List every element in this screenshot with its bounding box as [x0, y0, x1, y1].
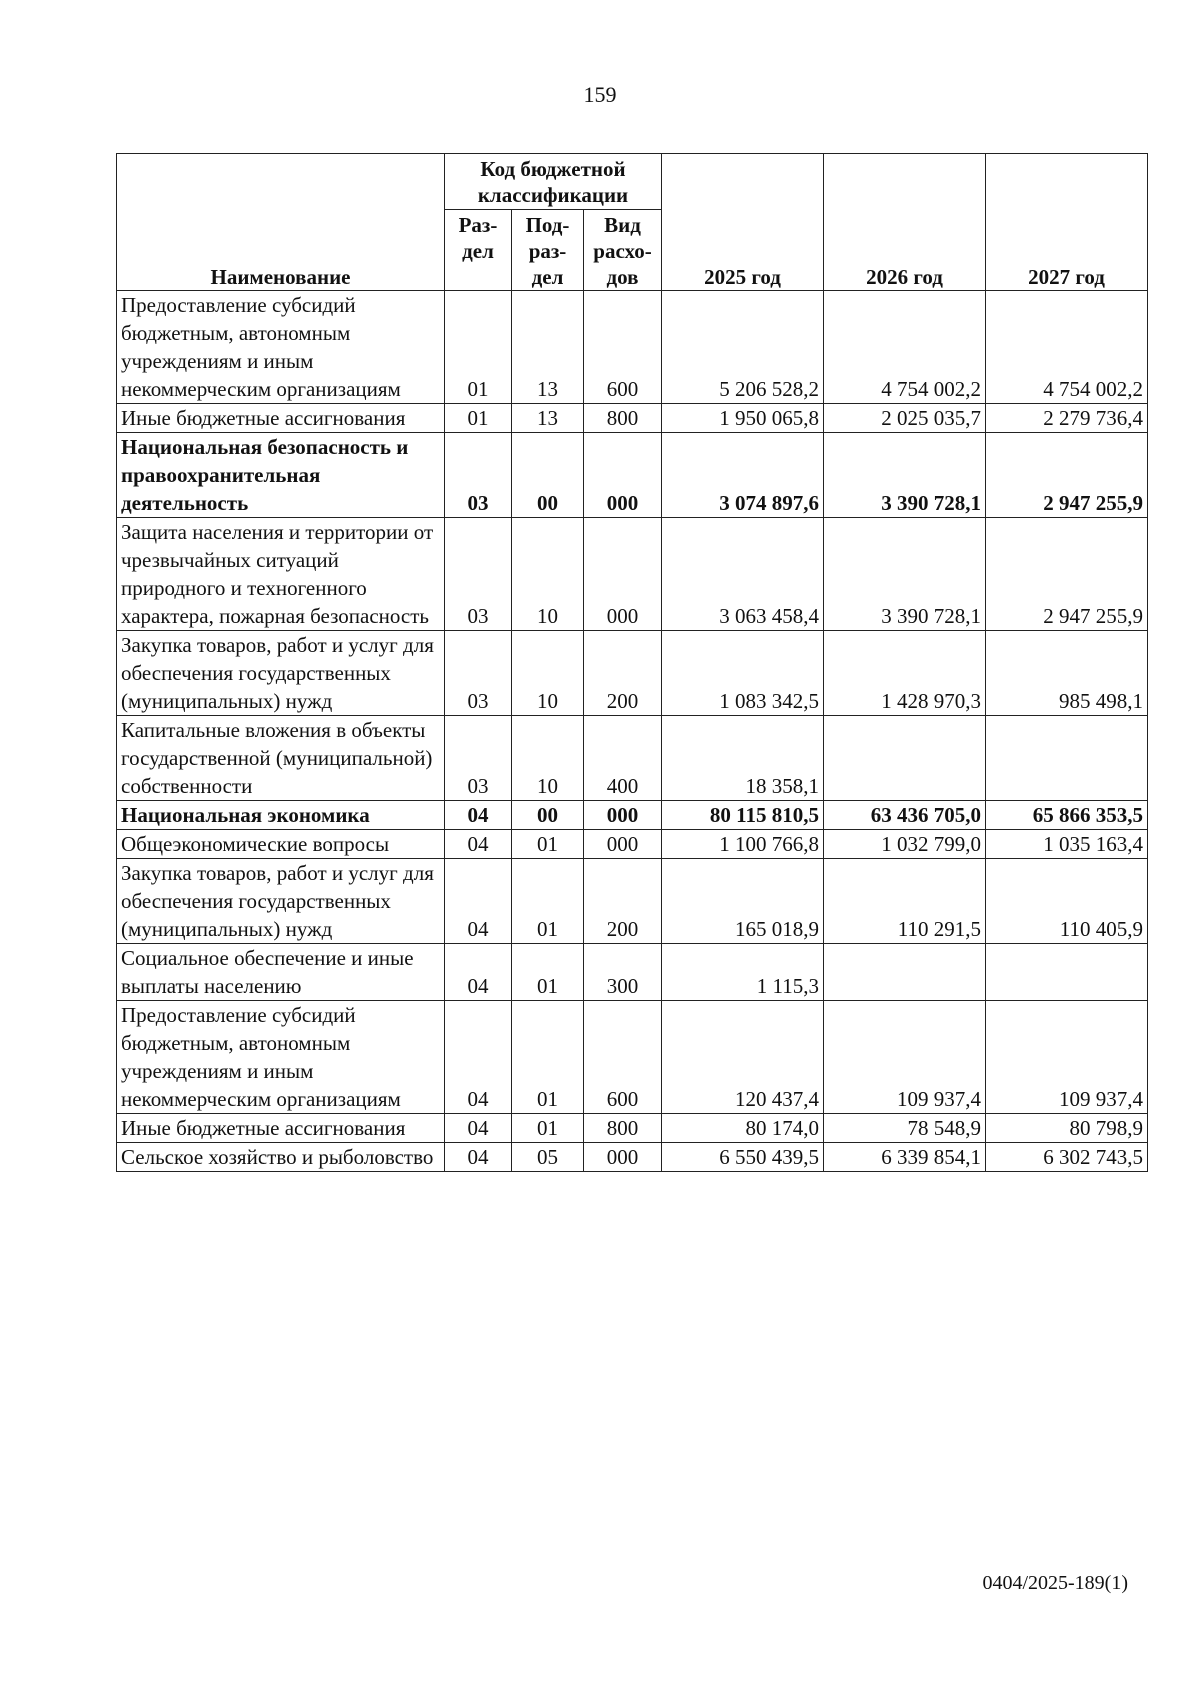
row-value-2025: 1 115,3 [662, 944, 824, 1001]
row-vid: 000 [584, 1143, 662, 1172]
header-podrazdel: Под-раз-дел [512, 210, 584, 291]
row-value-2026: 2 025 035,7 [824, 404, 986, 433]
table-row [117, 716, 1148, 801]
table-row [117, 291, 1148, 404]
header-2025: 2025 год [662, 154, 824, 291]
row-razdel: 03 [445, 716, 512, 801]
row-value-2027: 110 405,9 [986, 859, 1148, 944]
row-value-2025: 18 358,1 [662, 716, 824, 801]
row-podrazdel: 10 [512, 631, 584, 716]
row-value-2025: 120 437,4 [662, 1001, 824, 1114]
row-value-2026: 4 754 002,2 [824, 291, 986, 404]
table-row [117, 801, 1148, 830]
row-value-2027: 985 498,1 [986, 631, 1148, 716]
row-name: Иные бюджетные ассигнования [117, 1114, 445, 1143]
row-value-2025: 6 550 439,5 [662, 1143, 824, 1172]
row-podrazdel: 00 [512, 801, 584, 830]
row-razdel: 01 [445, 291, 512, 404]
row-razdel: 04 [445, 830, 512, 859]
row-vid: 200 [584, 859, 662, 944]
row-vid: 200 [584, 631, 662, 716]
row-vid: 800 [584, 404, 662, 433]
row-value-2026 [824, 716, 986, 801]
table-row [117, 433, 1148, 518]
row-razdel: 03 [445, 433, 512, 518]
table-row [117, 859, 1148, 944]
row-value-2025: 3 063 458,4 [662, 518, 824, 631]
row-podrazdel: 05 [512, 1143, 584, 1172]
row-value-2027: 1 035 163,4 [986, 830, 1148, 859]
table-row [117, 830, 1148, 859]
row-value-2026: 1 428 970,3 [824, 631, 986, 716]
row-value-2025: 165 018,9 [662, 859, 824, 944]
row-razdel: 04 [445, 944, 512, 1001]
row-vid: 000 [584, 433, 662, 518]
row-podrazdel: 01 [512, 859, 584, 944]
row-name: Предоставление субсидий бюджетным, автономным учреждениям и иным некоммерческим организациям [117, 1001, 445, 1114]
row-value-2027: 2 279 736,4 [986, 404, 1148, 433]
row-podrazdel: 13 [512, 291, 584, 404]
row-value-2026: 63 436 705,0 [824, 801, 986, 830]
table-row [117, 631, 1148, 716]
row-name: Общеэкономические вопросы [117, 830, 445, 859]
document-code: 0404/2025-189(1) [982, 1572, 1128, 1594]
row-razdel: 04 [445, 1114, 512, 1143]
row-value-2027: 4 754 002,2 [986, 291, 1148, 404]
row-value-2026: 109 937,4 [824, 1001, 986, 1114]
row-value-2027 [986, 944, 1148, 1001]
row-value-2026: 1 032 799,0 [824, 830, 986, 859]
header-vid: Вид расхо-дов [584, 210, 662, 291]
row-name: Капитальные вложения в объекты государственной (муниципальной) собственности [117, 716, 445, 801]
row-podrazdel: 01 [512, 830, 584, 859]
row-value-2027: 109 937,4 [986, 1001, 1148, 1114]
row-value-2027: 2 947 255,9 [986, 433, 1148, 518]
table-row [117, 404, 1148, 433]
table-header [117, 154, 1148, 291]
header-code-group: Код бюджетной классификации [445, 154, 662, 210]
row-name: Национальная безопасность и правоохранительная деятельность [117, 433, 445, 518]
row-razdel: 04 [445, 801, 512, 830]
row-value-2025: 1 100 766,8 [662, 830, 824, 859]
row-razdel: 04 [445, 1001, 512, 1114]
row-value-2027: 65 866 353,5 [986, 801, 1148, 830]
row-podrazdel: 00 [512, 433, 584, 518]
row-name: Сельское хозяйство и рыболовство [117, 1143, 445, 1172]
row-value-2026: 110 291,5 [824, 859, 986, 944]
table-row [117, 518, 1148, 631]
row-name: Социальное обеспечение и иные выплаты населению [117, 944, 445, 1001]
page-number: 159 [583, 82, 617, 107]
row-podrazdel: 01 [512, 1114, 584, 1143]
header-2027: 2027 год [986, 154, 1148, 291]
row-podrazdel: 01 [512, 944, 584, 1001]
row-name: Закупка товаров, работ и услуг для обеспечения государственных (муниципальных) нужд [117, 631, 445, 716]
row-podrazdel: 10 [512, 518, 584, 631]
row-name: Национальная экономика [117, 801, 445, 830]
row-vid: 600 [584, 1001, 662, 1114]
row-value-2025: 80 174,0 [662, 1114, 824, 1143]
row-value-2027: 2 947 255,9 [986, 518, 1148, 631]
row-vid: 600 [584, 291, 662, 404]
row-vid: 000 [584, 518, 662, 631]
table-row [117, 1114, 1148, 1143]
row-name: Иные бюджетные ассигнования [117, 404, 445, 433]
row-value-2027 [986, 716, 1148, 801]
row-podrazdel: 13 [512, 404, 584, 433]
row-razdel: 03 [445, 518, 512, 631]
table-row [117, 944, 1148, 1001]
row-value-2026: 3 390 728,1 [824, 433, 986, 518]
row-vid: 000 [584, 801, 662, 830]
header-2026: 2026 год [824, 154, 986, 291]
row-value-2025: 1 083 342,5 [662, 631, 824, 716]
row-razdel: 03 [445, 631, 512, 716]
budget-table [116, 153, 1148, 1172]
header-razdel: Раз-дел [445, 210, 512, 291]
row-name: Предоставление субсидий бюджетным, автономным учреждениям и иным некоммерческим организациям [117, 291, 445, 404]
row-razdel: 04 [445, 859, 512, 944]
row-name: Закупка товаров, работ и услуг для обеспечения государственных (муниципальных) нужд [117, 859, 445, 944]
row-podrazdel: 01 [512, 1001, 584, 1114]
row-value-2027: 80 798,9 [986, 1114, 1148, 1143]
row-value-2025: 5 206 528,2 [662, 291, 824, 404]
row-value-2026: 3 390 728,1 [824, 518, 986, 631]
row-vid: 300 [584, 944, 662, 1001]
row-value-2025: 1 950 065,8 [662, 404, 824, 433]
row-vid: 400 [584, 716, 662, 801]
row-vid: 800 [584, 1114, 662, 1143]
row-razdel: 01 [445, 404, 512, 433]
row-value-2025: 80 115 810,5 [662, 801, 824, 830]
row-podrazdel: 10 [512, 716, 584, 801]
row-value-2025: 3 074 897,6 [662, 433, 824, 518]
row-value-2027: 6 302 743,5 [986, 1143, 1148, 1172]
table-body [117, 291, 1148, 1172]
table-row [117, 1001, 1148, 1114]
row-value-2026: 6 339 854,1 [824, 1143, 986, 1172]
header-name: Наименование [117, 154, 445, 291]
row-value-2026 [824, 944, 986, 1001]
row-value-2026: 78 548,9 [824, 1114, 986, 1143]
row-name: Защита населения и территории от чрезвычайных ситуаций природного и техногенного характера, пожарная безопасность [117, 518, 445, 631]
table-row [117, 1143, 1148, 1172]
row-razdel: 04 [445, 1143, 512, 1172]
row-vid: 000 [584, 830, 662, 859]
